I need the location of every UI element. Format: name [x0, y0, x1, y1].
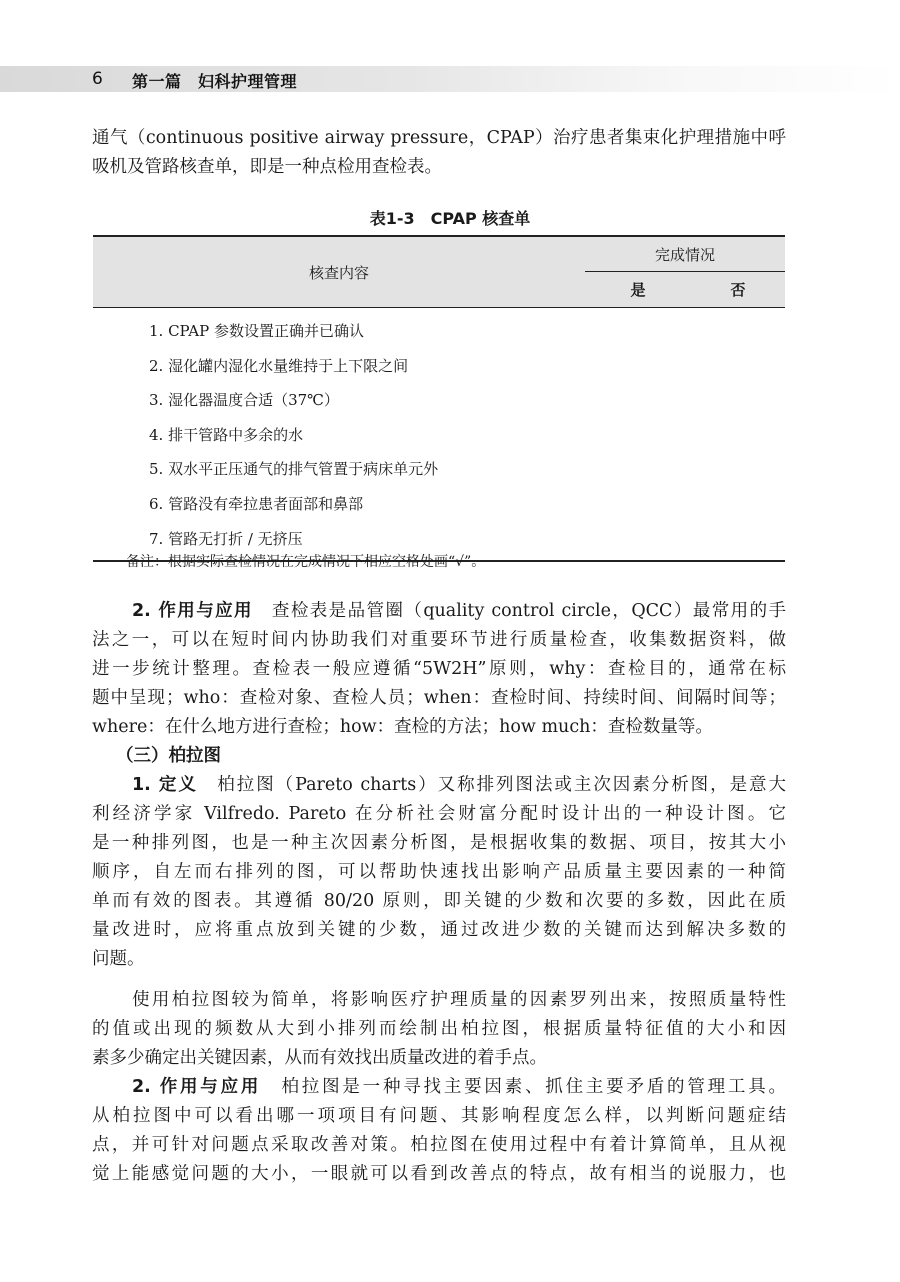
usage-heading: 2. 作用与应用 [132, 601, 253, 621]
intro-line-1: 通气（continuous positive airway pressure，CPAP）治疗患者集束化护理措施中呼 [92, 128, 786, 148]
definition-line-1 [92, 771, 786, 800]
application-line-4: 觉上能感觉问题的大小，一眼就可以看到改善点的特点，故有相当的说服力，也 [92, 1164, 786, 1184]
usage-line-1 [92, 597, 786, 626]
application-line-3: 点，并可针对问题点采取改善对策。柏拉图在使用过程中有着计算简单，且从视 [92, 1135, 786, 1155]
definition-line-5: 单而有效的图表。其遵循 80/20 原则，即关键的少数和次要的多数，因此在质 [92, 891, 786, 911]
application-heading: 2. 作用与应用 [132, 1077, 262, 1097]
intro-line-2: 吸机及管路核查单，即是一种点检用查检表。 [92, 157, 442, 177]
definition-line-2: 利经济学家 Vilfredo. Pareto 在分析社会财富分配时设计出的一种设计图。它 [92, 804, 786, 824]
header-check-content: 核查内容 [308, 263, 369, 282]
table-row: 5. 双水平正压通气的排气管置于病床单元外 [149, 460, 439, 479]
table-body [93, 308, 785, 562]
definition-line-1-text: 柏拉图（Pareto charts）又称排列图法或主次因素分析图，是意大 [197, 775, 786, 795]
use-line-2: 的值或出现的频数从大到小排列而绘制出柏拉图，根据质量特征值的大小和因 [92, 1019, 786, 1039]
table-header [93, 235, 785, 308]
table-row: 6. 管路没有牵拉患者面部和鼻部 [149, 494, 364, 513]
header-no: 否 [730, 281, 746, 299]
table-note: 备注：根据实际查检情况在完成情况下相应空格处画“√”。 [126, 554, 486, 570]
table-row: 4. 排干管路中多余的水 [149, 425, 304, 444]
section-pareto-heading: （三）柏拉图 [116, 746, 221, 766]
header-yes: 是 [630, 281, 646, 299]
application-line-1-text: 柏拉图是一种寻找主要因素、抓住主要矛盾的管理工具。 [261, 1077, 787, 1097]
definition-line-7: 问题。 [92, 949, 145, 969]
definition-heading: 1. 定义 [132, 775, 198, 795]
header-completion-status: 完成情况 [585, 237, 785, 272]
usage-line-4: 题中呈现；who：查检对象、查检人员；when：查检时间、持续时间、间隔时间等； [92, 688, 786, 708]
definition-line-6: 量改进时，应将重点放到关键的少数，通过改进少数的关键而达到解决多数的 [92, 920, 786, 940]
application-line-1 [92, 1073, 786, 1102]
table-caption: 表1-3 CPAP 核查单 [369, 209, 531, 228]
table-row: 1. CPAP 参数设置正确并已确认 [149, 322, 364, 340]
definition-line-3: 是一种排列图，也是一种主次因素分析图，是根据收集的数据、项目，按其大小 [92, 833, 786, 853]
table-row: 3. 湿化器温度合适（37℃） [149, 391, 339, 410]
application-line-2: 从柏拉图中可以看出哪一项项目有问题、其影响程度怎么样，以判断问题症结 [92, 1106, 786, 1126]
running-header-title: 第一篇 妇科护理管理 [132, 72, 298, 91]
use-line-3: 素多少确定出关键因素，从而有效找出质量改进的着手点。 [92, 1048, 547, 1068]
usage-line-3: 进一步统计整理。查检表一般应遵循“5W2H”原则，why：查检目的，通常在标 [92, 659, 786, 679]
table-row: 7. 管路无打折 / 无挤压 [149, 529, 303, 548]
definition-line-4: 顺序，自左而右排列的图，可以帮助快速找出影响产品质量主要因素的一种简 [92, 862, 786, 882]
usage-line-2: 法之一，可以在短时间内协助我们对重要环节进行质量检查，收集数据资料，做 [92, 630, 786, 650]
cpap-checklist-table [93, 235, 785, 562]
use-line-1: 使用柏拉图较为简单，将影响医疗护理质量的因素罗列出来，按照质量特性 [132, 990, 786, 1010]
usage-line-1-text: 查检表是品管圈（quality control circle，QCC）最常用的手 [252, 601, 786, 621]
page-number: 6 [92, 69, 103, 89]
usage-line-5: where：在什么地方进行查检；how：查检的方法；how much：查检数量等。 [92, 717, 713, 737]
table-row: 2. 湿化罐内湿化水量维持于上下限之间 [149, 356, 409, 375]
